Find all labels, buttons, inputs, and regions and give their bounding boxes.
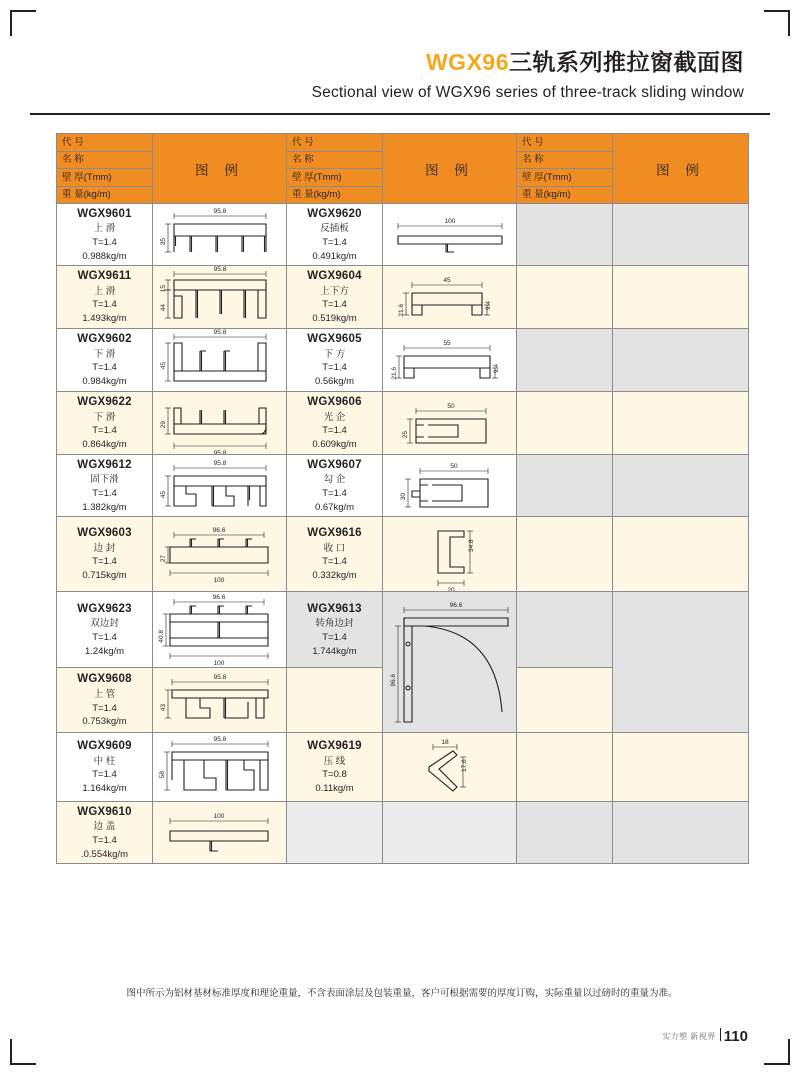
profile-figure-cell <box>383 204 517 266</box>
profile-code: WGX9609 <box>77 740 132 753</box>
profile-figure-cell <box>153 266 287 329</box>
svg-text:25: 25 <box>401 431 409 439</box>
profile-name: 下 方 <box>323 348 346 360</box>
svg-text:100: 100 <box>213 659 224 666</box>
table-row <box>57 802 749 864</box>
profile-info-cell <box>57 668 153 733</box>
svg-text:96.6: 96.6 <box>389 674 397 687</box>
svg-text:27: 27 <box>159 555 167 563</box>
profile-thickness: T=1.4 <box>322 362 347 374</box>
table-cell-empty-info <box>287 802 383 864</box>
header-label-thickness: 壁 厚(Tmm) <box>287 169 382 187</box>
profile-code: WGX9616 <box>307 527 362 540</box>
profile-info-cell <box>57 266 153 329</box>
profile-name: 上 滑 <box>93 285 116 297</box>
svg-text:100: 100 <box>213 812 224 820</box>
profile-figure-cell <box>383 455 517 517</box>
profile-figure-cell <box>383 592 517 733</box>
profile-figure-cell <box>153 668 287 733</box>
svg-text:45: 45 <box>159 490 167 498</box>
table-cell-empty-info <box>517 733 613 802</box>
profile-name: 上下方 <box>320 285 349 297</box>
profile-figure-cell <box>383 733 517 802</box>
profile-info-cell <box>287 266 383 329</box>
profile-info-cell <box>287 204 383 266</box>
profile-name: 上 管 <box>93 688 116 700</box>
crop-mark-top-left <box>10 10 36 36</box>
header-label-thickness: 壁 厚(Tmm) <box>517 169 612 187</box>
header-label-code: 代 号 <box>57 134 152 152</box>
profile-weight: 0.332kg/m <box>312 570 357 582</box>
svg-text:35: 35 <box>159 237 167 245</box>
profile-thickness: T=1.4 <box>92 362 117 374</box>
table-header-row <box>57 134 749 204</box>
svg-text:9.4: 9.4 <box>492 363 500 373</box>
profile-info-cell <box>287 392 383 455</box>
profile-name: 边 盖 <box>93 821 116 833</box>
profile-info-cell <box>287 517 383 592</box>
svg-text:17.6: 17.6 <box>460 759 468 772</box>
table-cell-empty-figure <box>517 668 613 733</box>
profile-thickness: T=1.4 <box>92 702 117 714</box>
profile-weight: .0.554kg/m <box>81 848 128 860</box>
table-cell-empty-figure <box>613 329 749 392</box>
profile-name: 固下滑 <box>90 474 119 486</box>
table-cell-empty-info <box>517 204 613 266</box>
header-label-code: 代 号 <box>517 134 612 152</box>
profile-figure-cell <box>153 392 287 455</box>
profile-code: WGX9620 <box>307 207 362 220</box>
profile-name: 反插板 <box>320 223 349 235</box>
header-label-weight: 重 量(kg/m) <box>522 189 571 200</box>
table-cell-empty-info <box>517 392 613 455</box>
profile-info-cell <box>57 733 153 802</box>
svg-text:95.8: 95.8 <box>213 266 226 273</box>
crop-mark-bottom-right <box>764 1039 790 1065</box>
profile-figure-cell <box>383 266 517 329</box>
header-info-col-2 <box>287 134 383 204</box>
profile-weight: 0.56kg/m <box>314 376 355 388</box>
footer-brand: 实力塑 新视界 <box>662 1032 716 1041</box>
header-label-code: 代 号 <box>287 134 382 152</box>
profile-thickness: T=0.8 <box>322 769 347 781</box>
crop-mark-bottom-left <box>10 1039 36 1065</box>
svg-text:30: 30 <box>399 492 407 500</box>
profile-figure-cell <box>153 204 287 266</box>
svg-text:43: 43 <box>159 704 167 712</box>
profile-name: 上 滑 <box>93 223 116 235</box>
profile-info-cell <box>287 455 383 517</box>
page-footer <box>662 1028 748 1045</box>
profile-name: 勾 企 <box>323 474 346 486</box>
profile-thickness: T=1.4 <box>322 236 347 248</box>
profile-figure-cell <box>153 592 287 668</box>
table-cell-empty-figure <box>613 733 749 802</box>
profile-thickness: T=1.4 <box>92 299 117 311</box>
profile-weight: 1.164kg/m <box>82 783 127 795</box>
profile-thickness: T=1.4 <box>92 425 117 437</box>
table-cell-empty-info <box>517 802 613 864</box>
svg-text:15: 15 <box>159 285 167 293</box>
profile-figure-cell <box>383 517 517 592</box>
svg-text:95.8: 95.8 <box>213 329 226 336</box>
profile-thickness: T=1.4 <box>322 632 347 644</box>
profile-thickness: T=1.4 <box>322 556 347 568</box>
svg-text:100: 100 <box>444 217 455 225</box>
header-label-name: 名 称 <box>287 152 382 170</box>
table-row <box>57 733 749 802</box>
profile-thickness: T=1.4 <box>322 487 347 499</box>
profile-name: 光 企 <box>323 411 346 423</box>
profile-name: 下 滑 <box>93 411 116 423</box>
table-row <box>57 455 749 517</box>
header-label-weight: 重 量(kg/m) <box>62 189 111 200</box>
profile-figure-cell <box>383 329 517 392</box>
table-row <box>57 266 749 329</box>
profile-thickness: T=1.4 <box>322 425 347 437</box>
table-cell-empty-figure <box>613 592 749 733</box>
profile-figure-cell <box>383 392 517 455</box>
svg-text:44: 44 <box>159 304 167 312</box>
table-cell-empty-info <box>517 517 613 592</box>
profile-thickness: T=1.4 <box>92 834 117 846</box>
table-cell-empty-info <box>517 592 613 668</box>
svg-text:40.8: 40.8 <box>157 629 165 643</box>
profile-figure-cell <box>153 802 287 864</box>
header-info-col-1 <box>57 134 153 204</box>
header-label-name: 名 称 <box>517 152 612 170</box>
profile-weight: 0.753kg/m <box>82 716 127 728</box>
profile-weight: 0.984kg/m <box>82 376 127 388</box>
profile-name: 中 柱 <box>93 755 116 767</box>
page-title-en: Sectional view of WGX96 series of three-track sliding window <box>311 84 744 101</box>
profile-code: WGX9613 <box>307 602 362 615</box>
profile-name: 下 滑 <box>93 348 116 360</box>
footnote: 图中所示为铝材基材标准厚度和理论重量，不含表面涂层及包装重量，客户可根据需要的厚度订购，实际重量以过磅时的重量为准。 <box>126 988 678 999</box>
svg-text:18: 18 <box>440 739 449 746</box>
table-cell-empty-figure <box>613 517 749 592</box>
svg-text:95.8: 95.8 <box>213 459 226 467</box>
svg-text:55: 55 <box>442 340 451 347</box>
table-cell-empty-figure <box>383 802 517 864</box>
page-title-series: WGX96 <box>425 49 509 75</box>
profile-info-cell <box>57 329 153 392</box>
svg-text:95.8: 95.8 <box>213 450 226 454</box>
profile-name: 收 口 <box>323 542 346 554</box>
profile-info-cell <box>57 592 153 668</box>
profile-thickness: T=1.4 <box>92 769 117 781</box>
svg-text:50: 50 <box>449 462 458 470</box>
profile-info-cell <box>57 204 153 266</box>
table-row <box>57 592 749 668</box>
profile-code: WGX9602 <box>77 333 132 346</box>
profile-weight: 0.715kg/m <box>82 570 127 582</box>
svg-text:34.8: 34.8 <box>467 539 475 552</box>
profile-code: WGX9601 <box>77 207 132 220</box>
svg-text:21.6: 21.6 <box>397 304 405 317</box>
svg-text:21.6: 21.6 <box>390 367 398 380</box>
table-cell-empty-figure <box>613 802 749 864</box>
page-header <box>0 44 800 102</box>
table-cell-empty-figure <box>613 392 749 455</box>
table-cell-empty-figure <box>613 204 749 266</box>
profile-info-cell <box>287 592 383 668</box>
profile-weight: 0.864kg/m <box>82 439 127 451</box>
profile-code: WGX9611 <box>77 270 132 283</box>
profile-weight: 0.491kg/m <box>312 250 357 262</box>
profile-info-cell <box>57 517 153 592</box>
footer-page-number: 110 <box>723 1028 748 1045</box>
profile-name: 边 封 <box>93 542 116 554</box>
table-row <box>57 329 749 392</box>
profile-table <box>56 133 749 864</box>
table-cell-empty-info <box>517 329 613 392</box>
header-label-thickness: 壁 厚(Tmm) <box>57 169 152 187</box>
svg-text:45: 45 <box>159 362 167 370</box>
profile-weight: 0.519kg/m <box>312 313 357 325</box>
profile-code: WGX9607 <box>307 458 362 471</box>
svg-text:9.4: 9.4 <box>484 300 492 310</box>
profile-code: WGX9623 <box>77 602 132 615</box>
profile-thickness: T=1.4 <box>322 299 347 311</box>
profile-info-cell <box>287 329 383 392</box>
profile-name: 压 线 <box>323 755 346 767</box>
profile-thickness: T=1.4 <box>92 556 117 568</box>
profile-weight: 0.67kg/m <box>314 501 355 513</box>
svg-text:29: 29 <box>159 421 167 429</box>
profile-weight: 0.609kg/m <box>312 439 357 451</box>
header-legend-col-3: 图 例 <box>613 134 749 204</box>
profile-code: WGX9605 <box>307 333 362 346</box>
header-label-weight: 重 量(kg/m) <box>292 189 341 200</box>
profile-info-cell <box>57 455 153 517</box>
header-info-col-3 <box>517 134 613 204</box>
svg-text:95.8: 95.8 <box>213 674 226 682</box>
table-cell-empty-info <box>517 455 613 517</box>
svg-text:95.8: 95.8 <box>213 207 226 215</box>
header-legend-col-2: 图 例 <box>383 134 517 204</box>
svg-text:95.8: 95.8 <box>213 736 226 743</box>
profile-weight: 0.988kg/m <box>82 250 127 262</box>
table-cell-empty-figure <box>613 266 749 329</box>
profile-weight: 1.744kg/m <box>312 645 357 657</box>
profile-code: WGX9603 <box>77 527 132 540</box>
profile-code: WGX9606 <box>307 396 362 409</box>
svg-text:96.6: 96.6 <box>212 593 225 601</box>
table-cell-empty-info <box>517 266 613 329</box>
profile-code: WGX9619 <box>307 740 362 753</box>
profile-info-cell <box>57 392 153 455</box>
table-cell-empty-figure <box>613 455 749 517</box>
profile-code: WGX9604 <box>307 270 362 283</box>
profile-weight: 1.382kg/m <box>82 501 127 513</box>
profile-info-cell <box>57 802 153 864</box>
svg-text:96.6: 96.6 <box>449 602 462 609</box>
profile-code: WGX9612 <box>77 458 132 471</box>
profile-code: WGX9608 <box>77 673 132 686</box>
profile-thickness: T=1.4 <box>92 236 117 248</box>
profile-code: WGX9610 <box>77 805 132 818</box>
svg-text:45: 45 <box>442 277 451 284</box>
profile-figure-cell <box>153 733 287 802</box>
profile-thickness: T=1.4 <box>92 487 117 499</box>
profile-code: WGX9622 <box>77 396 132 409</box>
profile-info-cell <box>287 733 383 802</box>
table-cell-empty-info <box>287 668 383 733</box>
page-title-cn-rest: 三轨系列推拉窗截面图 <box>509 49 744 75</box>
profile-thickness: T=1.4 <box>92 632 117 644</box>
profile-figure-cell <box>153 455 287 517</box>
svg-text:50: 50 <box>446 403 455 410</box>
header-divider <box>30 113 770 115</box>
table-row <box>57 204 749 266</box>
table-row <box>57 517 749 592</box>
svg-text:100: 100 <box>213 577 224 583</box>
header-label-name: 名 称 <box>57 152 152 170</box>
profile-figure-cell <box>153 517 287 592</box>
profile-weight: 1.493kg/m <box>82 313 127 325</box>
svg-text:96.6: 96.6 <box>212 527 225 534</box>
crop-mark-top-right <box>764 10 790 36</box>
profile-weight: 1.24kg/m <box>84 645 125 657</box>
svg-text:20: 20 <box>446 587 455 591</box>
svg-text:58: 58 <box>158 771 166 779</box>
profile-name: 转角边封 <box>315 618 354 630</box>
profile-figure-cell <box>153 329 287 392</box>
page-title-cn <box>0 44 744 77</box>
profile-weight: 0.11kg/m <box>315 783 354 795</box>
table-row <box>57 392 749 455</box>
header-legend-col-1: 图 例 <box>153 134 287 204</box>
profile-name: 双边封 <box>90 618 119 630</box>
